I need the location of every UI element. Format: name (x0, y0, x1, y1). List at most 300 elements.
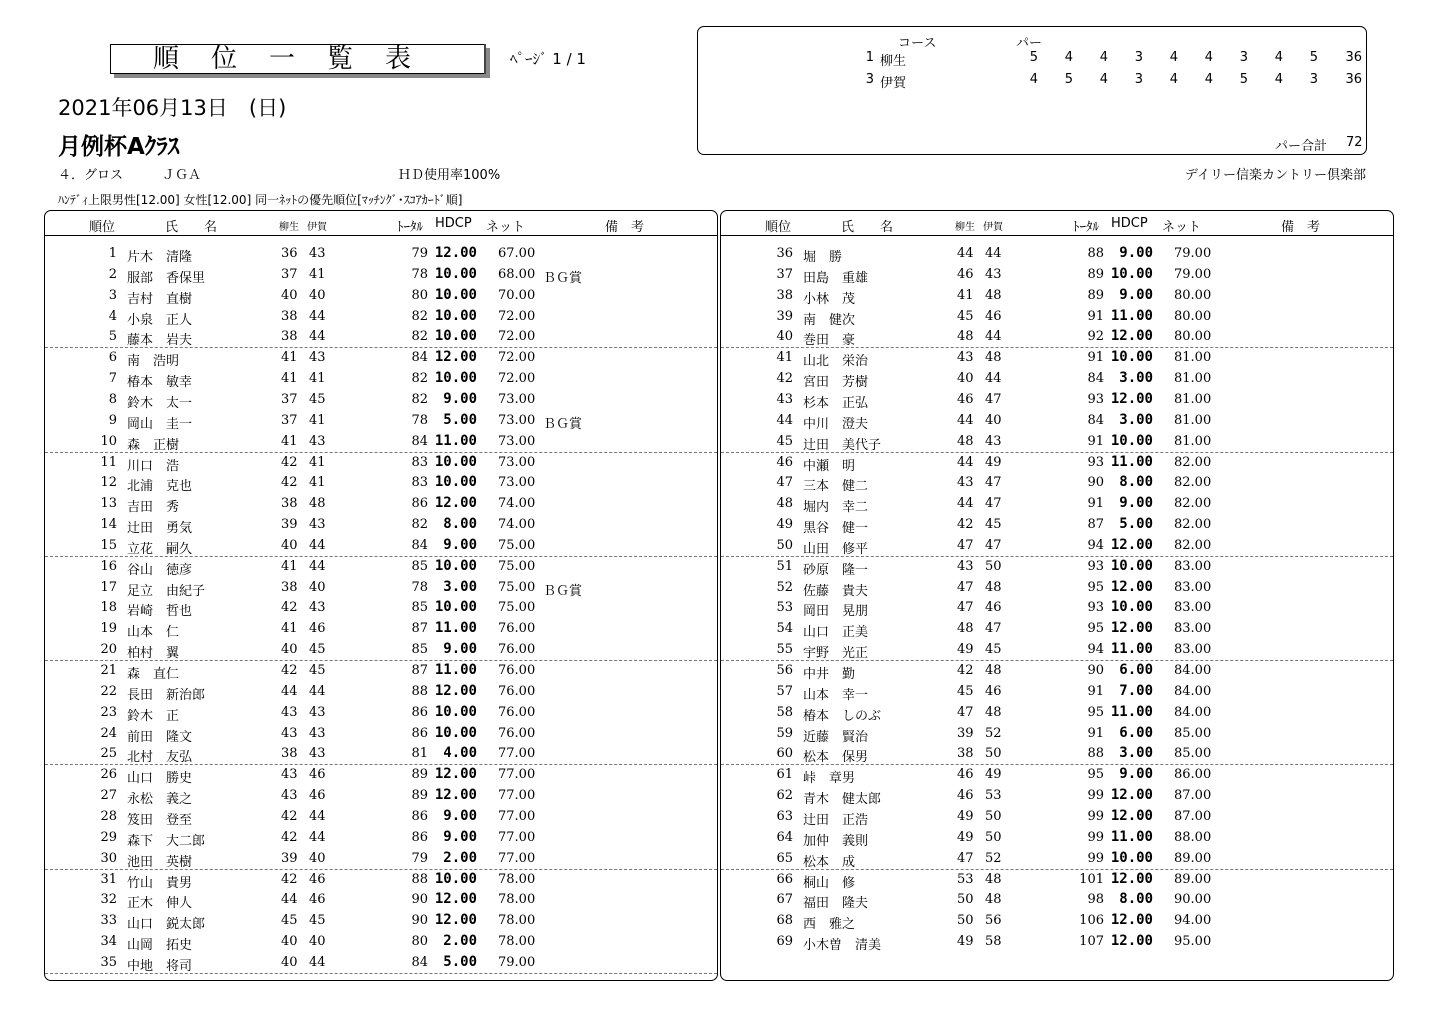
cell-name: 加仲 義則 (803, 833, 869, 849)
cell-net: 83.00 (1174, 600, 1212, 616)
cell-out: 44 (957, 412, 974, 428)
cell-in: 52 (985, 850, 1002, 866)
cell-hdcp: 9.00 (1119, 495, 1153, 512)
cell-rank: 4 (108, 308, 117, 324)
table-row (45, 806, 717, 827)
cell-net: 70.00 (498, 287, 536, 303)
cell-net: 78.00 (498, 871, 536, 887)
table-row (721, 556, 1393, 577)
cell-note: ＢＧ賞 (543, 270, 583, 286)
table-row (721, 910, 1393, 931)
cell-out: 46 (957, 767, 974, 783)
cell-total: 99 (1087, 829, 1104, 845)
cell-in: 40 (985, 412, 1002, 428)
cell-out: 37 (281, 391, 298, 407)
cell-hdcp: 9.00 (443, 536, 477, 553)
cell-name: 鈴木 正 (127, 708, 180, 724)
cell-total: 89 (1087, 266, 1104, 282)
cell-out: 44 (281, 892, 298, 908)
cell-name: 佐藤 貴夫 (803, 583, 869, 599)
cell-hdcp: 11.00 (434, 620, 477, 637)
cell-rank: 18 (100, 600, 117, 616)
cell-rank: 62 (776, 788, 793, 804)
table-row (45, 889, 717, 910)
cell-rank: 55 (776, 642, 793, 658)
cell-in: 44 (309, 683, 326, 699)
table-row (721, 723, 1393, 744)
cell-out: 41 (281, 558, 298, 574)
cell-name: 山口 鋭太郎 (127, 917, 206, 933)
cell-total: 93 (1087, 600, 1104, 616)
table-row (721, 931, 1393, 952)
cell-net: 78.00 (498, 892, 536, 908)
cell-out: 43 (281, 704, 298, 720)
col-hdcp: HDCP (435, 216, 472, 231)
cell-net: 84.00 (1174, 704, 1212, 720)
cell-hdcp: 5.00 (1119, 516, 1153, 533)
cell-name: 宮田 芳樹 (803, 375, 869, 391)
cell-hdcp: 10.00 (1110, 432, 1153, 449)
cell-net: 73.00 (498, 454, 536, 470)
cell-net: 87.00 (1174, 808, 1212, 824)
cell-rank: 32 (100, 892, 117, 908)
title-shadow-bar (484, 44, 486, 74)
cell-total: 84 (411, 433, 428, 449)
cell-hdcp: 12.00 (1110, 390, 1153, 407)
hole-par: 4 (1204, 50, 1213, 65)
cell-rank: 7 (108, 371, 117, 387)
cell-hdcp: 12.00 (1110, 536, 1153, 553)
par-header: パー (1016, 36, 1043, 51)
cell-out: 43 (281, 767, 298, 783)
cell-total: 82 (411, 391, 428, 407)
cell-name: 鈴木 太一 (127, 395, 193, 411)
cell-total: 87 (411, 663, 428, 678)
cell-hdcp: 6.00 (1119, 724, 1153, 741)
cell-in: 48 (985, 663, 1002, 678)
cell-net: 77.00 (498, 829, 536, 845)
cell-rank: 34 (100, 934, 117, 950)
course-par-box (697, 26, 1367, 155)
col-name: 氏 名 (165, 220, 218, 235)
table-row (721, 264, 1393, 285)
cell-hdcp: 8.00 (1119, 891, 1153, 908)
cell-total: 107 (1079, 934, 1104, 950)
table-row (45, 514, 717, 535)
cell-in: 44 (309, 954, 326, 970)
cell-hdcp: 10.00 (1110, 557, 1153, 574)
cell-hdcp: 9.00 (443, 807, 477, 824)
cell-out: 42 (281, 829, 298, 845)
hole-par: 5 (1029, 50, 1038, 65)
cell-in: 52 (985, 725, 1002, 741)
cell-name: 辻田 勇気 (127, 521, 193, 537)
cell-name: 宇野 光正 (803, 646, 869, 662)
cell-total: 91 (1087, 683, 1104, 699)
cell-name: 岡田 晃朋 (803, 604, 869, 620)
hole-par: 5 (1239, 72, 1248, 87)
col-hdcp: HDCP (1111, 216, 1148, 231)
col-rank: 順位 (765, 220, 792, 235)
cell-net: 95.00 (1174, 934, 1212, 950)
cell-in: 43 (985, 266, 1002, 282)
cell-name: 森 直仁 (127, 667, 180, 682)
cell-hdcp: 10.00 (434, 370, 477, 387)
cell-net: 73.00 (498, 391, 536, 407)
cell-rank: 22 (100, 683, 117, 699)
cell-name: 山本 仁 (127, 625, 180, 641)
cell-in: 47 (985, 475, 1002, 491)
cell-rank: 11 (100, 454, 117, 470)
cell-out: 44 (281, 683, 298, 699)
cell-name: 三本 健二 (803, 479, 869, 495)
cell-rank: 6 (108, 350, 117, 366)
table-row (45, 493, 717, 514)
cell-total: 88 (411, 683, 428, 699)
cell-name: 森下 大二郎 (127, 833, 206, 849)
cell-net: 68.00 (498, 266, 536, 282)
cell-out: 38 (281, 746, 298, 762)
cell-rank: 31 (100, 871, 117, 887)
table-row (45, 410, 717, 431)
cell-total: 82 (411, 371, 428, 387)
cell-net: 76.00 (498, 621, 536, 637)
cell-total: 91 (1087, 350, 1104, 366)
cell-name: 田島 重雄 (803, 270, 869, 286)
table-row (45, 910, 717, 931)
course-par-total: 36 (1345, 72, 1362, 87)
cell-rank: 46 (776, 454, 793, 470)
cell-total: 79 (411, 850, 428, 866)
table-row (45, 952, 717, 974)
hole-par: 4 (1099, 72, 1108, 87)
cell-total: 80 (411, 934, 428, 950)
cell-in: 41 (309, 371, 326, 387)
cell-in: 49 (985, 767, 1002, 783)
cell-total: 89 (411, 767, 428, 783)
cell-out: 42 (281, 475, 298, 491)
cell-name: 堀 勝 (803, 250, 843, 265)
cell-in: 44 (985, 371, 1002, 387)
cell-in: 49 (985, 454, 1002, 470)
cell-hdcp: 12.00 (434, 349, 477, 366)
cell-note: ＢＧ賞 (543, 583, 583, 599)
cell-name: 山口 勝史 (127, 771, 193, 787)
cell-total: 80 (411, 287, 428, 303)
cell-out: 42 (281, 871, 298, 887)
table-row (721, 326, 1393, 348)
cell-net: 82.00 (1174, 496, 1212, 512)
cell-net: 75.00 (498, 558, 536, 574)
cell-hdcp: 12.00 (434, 891, 477, 908)
cell-out: 39 (281, 517, 298, 533)
cell-total: 84 (411, 350, 428, 366)
cell-rank: 51 (776, 558, 793, 574)
cell-out: 48 (957, 621, 974, 637)
table-row (45, 869, 717, 890)
cell-total: 86 (411, 725, 428, 741)
cell-rank: 39 (776, 308, 793, 324)
col-note: 備 考 (1281, 220, 1321, 235)
cell-rank: 52 (776, 579, 793, 595)
cell-name: 服部 香保里 (127, 270, 206, 286)
cell-rank: 10 (100, 433, 117, 449)
cell-out: 41 (957, 287, 974, 303)
cell-in: 41 (309, 266, 326, 282)
cell-name: 川口 浩 (127, 458, 180, 474)
cell-hdcp: 11.00 (1110, 828, 1153, 845)
cell-rank: 36 (776, 246, 793, 261)
cell-hdcp: 11.00 (434, 432, 477, 449)
cell-in: 43 (985, 433, 1002, 449)
cell-total: 95 (1087, 704, 1104, 720)
table-row (721, 702, 1393, 723)
cell-in: 46 (309, 767, 326, 783)
cell-name: 長田 新治郎 (127, 687, 206, 703)
cell-name: 近藤 賢治 (803, 729, 869, 745)
cell-name: 柏村 翼 (127, 646, 180, 662)
cell-net: 88.00 (1174, 829, 1212, 845)
cell-net: 89.00 (1174, 850, 1212, 866)
cell-hdcp: 2.00 (443, 849, 477, 866)
cell-hdcp: 7.00 (1119, 682, 1153, 699)
cell-name: 小泉 正人 (127, 312, 193, 328)
cell-rank: 19 (100, 621, 117, 637)
hole-par: 5 (1309, 50, 1318, 65)
cell-name: 池田 英樹 (127, 854, 193, 870)
cell-out: 40 (281, 537, 298, 553)
cell-total: 99 (1087, 850, 1104, 866)
cell-rank: 66 (776, 871, 793, 887)
cell-hdcp: 10.00 (1110, 849, 1153, 866)
cell-name: 中井 勤 (803, 667, 856, 682)
cell-in: 50 (985, 746, 1002, 762)
cell-in: 45 (985, 642, 1002, 658)
table-row (45, 702, 717, 723)
cell-net: 77.00 (498, 808, 536, 824)
cell-out: 49 (957, 829, 974, 845)
cell-out: 48 (957, 329, 974, 345)
cell-out: 43 (957, 350, 974, 366)
table-row (45, 452, 717, 473)
cell-name: 森 正樹 (127, 437, 180, 453)
cell-total: 94 (1087, 537, 1104, 553)
cell-out: 40 (281, 642, 298, 658)
par-total-label: パー合計 (1275, 139, 1328, 154)
cell-out: 49 (957, 642, 974, 658)
cell-net: 79.00 (1174, 266, 1212, 282)
cell-rank: 45 (776, 433, 793, 449)
hole-par: 3 (1134, 72, 1143, 87)
cell-hdcp: 5.00 (443, 411, 477, 428)
cell-hdcp: 12.00 (434, 766, 477, 783)
cell-net: 86.00 (1174, 767, 1212, 783)
hole-par: 3 (1309, 72, 1318, 87)
cell-rank: 5 (108, 329, 117, 345)
cell-rank: 69 (776, 934, 793, 950)
table-row (45, 723, 717, 744)
cell-out: 47 (957, 579, 974, 595)
cell-in: 45 (309, 913, 326, 929)
cell-rank: 59 (776, 725, 793, 741)
cell-rank: 58 (776, 704, 793, 720)
cell-net: 77.00 (498, 767, 536, 783)
cell-total: 85 (411, 600, 428, 616)
cell-out: 44 (957, 246, 974, 261)
cell-hdcp: 12.00 (1110, 787, 1153, 804)
cell-out: 40 (281, 934, 298, 950)
cell-out: 44 (957, 496, 974, 512)
hole-par: 4 (1274, 50, 1283, 65)
col-name: 氏 名 (841, 220, 894, 235)
cell-out: 40 (957, 371, 974, 387)
cell-in: 46 (985, 600, 1002, 616)
hole-par: 4 (1204, 72, 1213, 87)
cell-rank: 30 (100, 850, 117, 866)
cell-hdcp: 9.00 (443, 641, 477, 658)
cell-out: 43 (281, 725, 298, 741)
cell-total: 95 (1087, 579, 1104, 595)
cell-hdcp: 5.00 (443, 953, 477, 970)
cell-note: ＢＧ賞 (543, 416, 583, 432)
cell-in: 41 (309, 475, 326, 491)
cell-name: 北村 友弘 (127, 750, 193, 766)
cell-total: 90 (1087, 475, 1104, 491)
cell-hdcp: 9.00 (1119, 286, 1153, 303)
cell-total: 83 (411, 454, 428, 470)
cell-net: 82.00 (1174, 537, 1212, 553)
cell-in: 53 (985, 788, 1002, 804)
cell-name: 北浦 克也 (127, 479, 193, 495)
course-name: 伊賀 (880, 76, 907, 91)
cell-total: 91 (1087, 308, 1104, 324)
cell-in: 40 (309, 850, 326, 866)
col-total: ﾄｰﾀﾙ (1073, 220, 1099, 235)
cell-out: 44 (957, 454, 974, 470)
cell-total: 82 (411, 308, 428, 324)
cell-net: 81.00 (1174, 412, 1212, 428)
cell-net: 77.00 (498, 788, 536, 804)
cell-total: 81 (411, 746, 428, 762)
cell-hdcp: 3.00 (1119, 745, 1153, 762)
cell-net: 79.00 (1174, 246, 1212, 261)
cell-out: 46 (957, 391, 974, 407)
col-out: 柳生 (279, 222, 299, 233)
cell-total: 101 (1079, 871, 1104, 887)
cell-name: 桐山 修 (803, 875, 856, 891)
table-row (721, 785, 1393, 806)
cell-rank: 14 (100, 517, 117, 533)
cell-out: 42 (281, 454, 298, 470)
title-box (110, 44, 486, 74)
cell-name: 杉本 正弘 (803, 395, 869, 411)
cell-name: 吉田 秀 (127, 500, 180, 516)
cell-net: 76.00 (498, 683, 536, 699)
cell-in: 46 (985, 308, 1002, 324)
course-number: 1 (865, 50, 874, 65)
cell-rank: 9 (108, 412, 117, 428)
cell-in: 43 (309, 246, 326, 261)
cell-net: 83.00 (1174, 621, 1212, 637)
cell-in: 47 (985, 621, 1002, 637)
cell-net: 77.00 (498, 850, 536, 866)
cell-out: 37 (281, 266, 298, 282)
cell-rank: 23 (100, 704, 117, 720)
table-row (45, 764, 717, 785)
cell-name: 西 雅之 (803, 917, 856, 933)
cell-hdcp: 10.00 (434, 453, 477, 470)
cell-total: 78 (411, 412, 428, 428)
cell-name: 南 浩明 (127, 354, 180, 370)
cell-hdcp: 11.00 (1110, 453, 1153, 470)
table-row (45, 785, 717, 806)
col-rank: 順位 (89, 220, 116, 235)
table-row (721, 764, 1393, 785)
cell-rank: 49 (776, 517, 793, 533)
table-row (721, 452, 1393, 473)
cell-net: 81.00 (1174, 371, 1212, 387)
cell-rank: 63 (776, 808, 793, 824)
cell-out: 45 (281, 913, 298, 929)
cell-total: 84 (1087, 371, 1104, 387)
cell-net: 75.00 (498, 600, 536, 616)
cell-in: 43 (309, 517, 326, 533)
cell-in: 48 (985, 287, 1002, 303)
table-row (721, 889, 1393, 910)
cell-net: 78.00 (498, 913, 536, 929)
cell-rank: 61 (776, 767, 793, 783)
cell-name: 岡山 圭一 (127, 416, 193, 432)
cell-total: 90 (411, 892, 428, 908)
cell-out: 43 (281, 788, 298, 804)
cell-net: 80.00 (1174, 287, 1212, 303)
cell-total: 78 (411, 266, 428, 282)
results-panel-right (720, 210, 1394, 981)
cell-total: 93 (1087, 558, 1104, 574)
cell-in: 48 (985, 704, 1002, 720)
table-header-right (721, 211, 1393, 236)
cell-rank: 37 (776, 266, 793, 282)
cell-hdcp: 10.00 (434, 703, 477, 720)
cell-in: 44 (985, 246, 1002, 261)
cell-rank: 12 (100, 475, 117, 491)
cell-net: 85.00 (1174, 746, 1212, 762)
cell-rank: 41 (776, 350, 793, 366)
cell-name: 山本 幸一 (803, 687, 869, 703)
cell-in: 47 (985, 537, 1002, 553)
cell-out: 38 (957, 746, 974, 762)
cell-rank: 43 (776, 391, 793, 407)
table-row (45, 660, 717, 681)
cell-name: 山北 栄治 (803, 354, 869, 370)
cell-total: 89 (411, 788, 428, 804)
cell-hdcp: 9.00 (1119, 245, 1153, 261)
cell-net: 82.00 (1174, 517, 1212, 533)
table-row (45, 243, 717, 264)
cell-hdcp: 12.00 (1110, 578, 1153, 595)
table-row (45, 556, 717, 577)
cell-hdcp: 12.00 (434, 495, 477, 512)
results-panel-left (44, 210, 718, 981)
cell-total: 87 (1087, 517, 1104, 533)
cell-name: 谷山 徳彦 (127, 562, 193, 578)
cell-total: 86 (411, 829, 428, 845)
cell-net: 73.00 (498, 412, 536, 428)
table-header-left (45, 211, 717, 236)
cell-in: 46 (985, 683, 1002, 699)
col-net: ネット (486, 220, 526, 235)
cell-in: 50 (985, 808, 1002, 824)
